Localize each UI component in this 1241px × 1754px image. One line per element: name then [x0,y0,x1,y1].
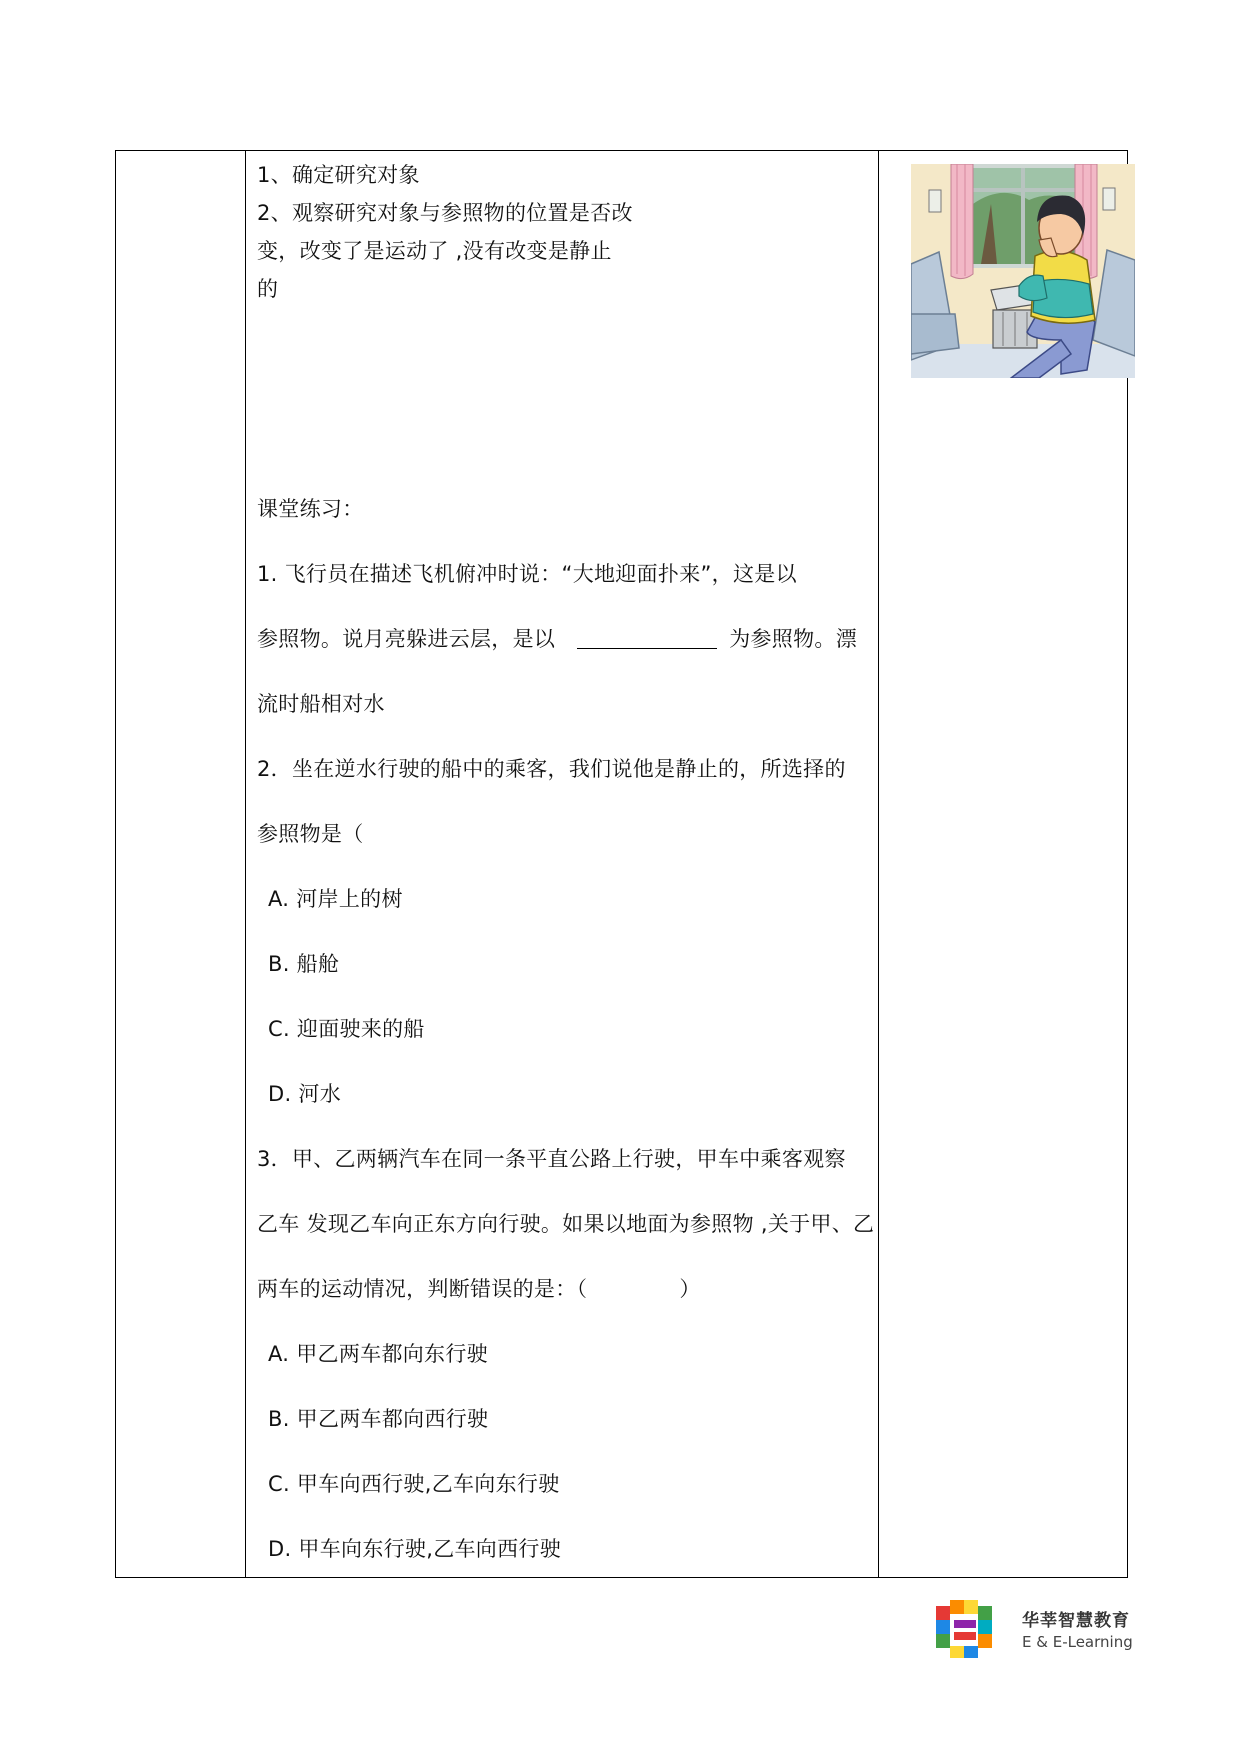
train-passenger-illustration [911,164,1135,378]
brand-name-cn: 华莘智慧教育 [1022,1611,1130,1631]
step-2-line-3: 的 [257,277,279,301]
brand-name-en: E & E-Learning [1022,1633,1133,1651]
q1-line-2-end: 为参照物。漂 [729,627,858,651]
q2-option-c: C. 迎面驶来的船 [268,1017,425,1041]
q3-line-3-end: ） [679,1277,701,1301]
column-divider-right [878,151,879,1577]
q1-line-2-start: 参照物。说月亮躲进云层，是以 [257,627,556,651]
q1-line-3: 流时船相对水 [257,692,385,716]
q1-line-2 [257,623,857,653]
q2-line-2: 参照物是（ [257,822,364,846]
lesson-table [115,150,1128,1578]
answer-blank[interactable] [577,628,717,649]
q2-option-d: D. 河水 [268,1082,342,1106]
step-2-line-2: 变，改变了是运动了 ,没有改变是静止 [257,239,612,263]
q2-option-a: A. 河岸上的树 [268,887,403,911]
exercise-title: 课堂练习： [257,497,364,521]
q2-option-b: B. 船舱 [268,952,340,976]
q3-line-3 [257,1273,701,1303]
column-divider-left [245,151,246,1577]
q3-option-c: C. 甲车向西行驶,乙车向东行驶 [268,1472,560,1496]
q3-line-1: 3．甲、乙两辆汽车在同一条平直公路上行驶，甲车中乘客观察 [257,1147,846,1171]
q3-option-a: A. 甲乙两车都向东行驶 [268,1342,488,1366]
q2-line-1: 2．坐在逆水行驶的船中的乘客，我们说他是静止的，所选择的 [257,757,846,781]
step-2-line-1: 2、观察研究对象与参照物的位置是否改 [257,201,633,225]
content-cell [257,151,877,1577]
q1-line-1: 1. 飞行员在描述飞机俯冲时说：“大地迎面扑来”，这是以 [257,562,797,586]
q3-line-3-start: 两车的运动情况，判断错误的是：（ [257,1277,588,1301]
step-1: 1、确定研究对象 [257,163,420,187]
q3-option-b: B. 甲乙两车都向西行驶 [268,1407,489,1431]
q3-line-2: 乙车 发现乙车向正东方向行驶。如果以地面为参照物 ,关于甲、乙 [257,1212,875,1236]
q3-option-d: D. 甲车向东行驶,乙车向西行驶 [268,1537,561,1561]
brand-logo-text [1022,1606,1133,1651]
